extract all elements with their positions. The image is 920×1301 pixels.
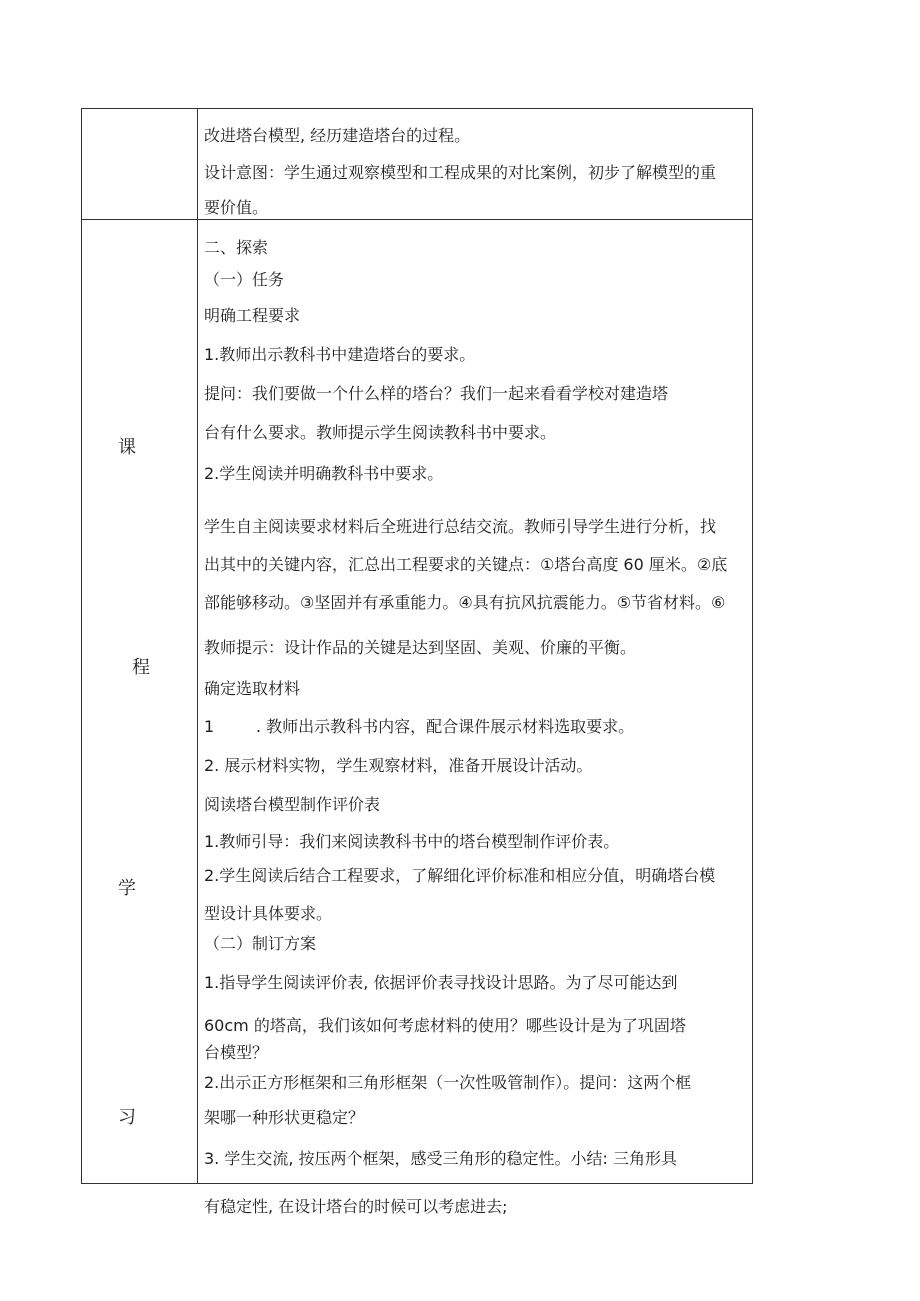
top-cell-line: 改进塔台模型, 经历建造塔台的过程。 bbox=[204, 126, 471, 145]
body-line: 2.学生阅读后结合工程要求，了解细化评价标准和相应分值，明确塔台模 bbox=[204, 866, 716, 885]
list-number: 1 bbox=[204, 717, 215, 736]
body-line: 2. 展示材料实物，学生观察材料，准备开展设计活动。 bbox=[204, 756, 593, 775]
body-line: 1.指导学生阅读评价表, 依据评价表寻找设计思路。为了尽可能达到 bbox=[204, 973, 678, 992]
body-line: 出其中的关键内容，汇总出工程要求的关键点：①塔台高度 60 厘米。②底 bbox=[204, 555, 728, 574]
top-cell-line: 设计意图：学生通过观察模型和工程成果的对比案例，初步了解模型的重 bbox=[204, 163, 717, 182]
topic-heading: 阅读塔台模型制作评价表 bbox=[204, 795, 381, 814]
body-line: 架哪一种形状更稳定？ bbox=[204, 1108, 365, 1127]
body-line: 教师提示：设计作品的关键是达到坚固、美观、价廉的平衡。 bbox=[204, 638, 637, 657]
table-border-top bbox=[81, 108, 753, 109]
topic-heading: 确定选取材料 bbox=[204, 679, 301, 698]
body-line: 学生自主阅读要求材料后全班进行总结交流。教师引导学生进行分析，找 bbox=[204, 517, 717, 536]
body-line: 2.学生阅读并明确教科书中要求。 bbox=[204, 464, 444, 483]
body-line: 部能够移动。③坚固并有承重能力。④具有抗风抗震能力。⑤节省材料。⑥ bbox=[204, 593, 726, 612]
body-line: 3. 学生交流, 按压两个框架，感受三角形的稳定性。小结: 三角形具 bbox=[204, 1149, 678, 1168]
table-border-column-divider bbox=[197, 108, 198, 1184]
table-border-right bbox=[752, 108, 753, 1184]
body-line: . 教师出示教科书内容，配合课件展示材料选取要求。 bbox=[256, 717, 635, 736]
row-label-char: 习 bbox=[118, 1107, 136, 1128]
table-border-left bbox=[81, 108, 82, 1184]
row-label-char: 课 bbox=[118, 437, 136, 458]
body-line: 2.出示正方形框架和三角形框架（一次性吸管制作）。提问：这两个框 bbox=[204, 1073, 692, 1092]
table-border-bottom bbox=[81, 1183, 753, 1184]
body-line: 提问：我们要做一个什么样的塔台？我们一起来看看学校对建造塔 bbox=[204, 384, 669, 403]
topic-heading: 明确工程要求 bbox=[204, 306, 301, 325]
body-line: 台有什么要求。教师提示学生阅读教科书中要求。 bbox=[204, 423, 557, 442]
body-line: 60cm 的塔高，我们该如何考虑材料的使用？哪些设计是为了巩固塔 bbox=[204, 1016, 686, 1035]
top-cell-line: 要价值。 bbox=[204, 198, 269, 217]
subsection-heading: （一）任务 bbox=[204, 270, 285, 289]
body-line: 台模型？ bbox=[204, 1043, 269, 1062]
table-border-row-divider bbox=[81, 219, 753, 220]
section-heading: 二、探索 bbox=[204, 238, 269, 257]
row-label-char: 程 bbox=[132, 657, 150, 678]
subsection-heading: （二）制订方案 bbox=[204, 934, 317, 953]
continuation-line: 有稳定性, 在设计塔台的时候可以考虑进去; bbox=[204, 1197, 508, 1216]
body-line: 1.教师引导：我们来阅读教科书中的塔台模型制作评价表。 bbox=[204, 832, 620, 851]
row-label-char: 学 bbox=[118, 878, 136, 899]
body-line: 型设计具体要求。 bbox=[204, 904, 333, 923]
body-line: 1.教师出示教科书中建造塔台的要求。 bbox=[204, 345, 476, 364]
